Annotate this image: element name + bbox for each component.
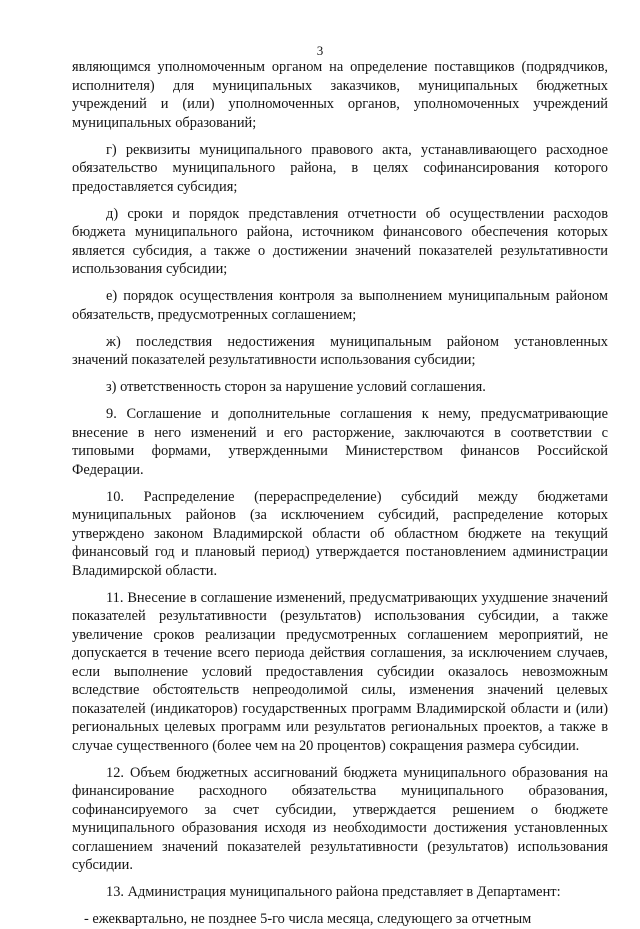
paragraph-continuation: являющимся уполномоченным органом на определение поставщиков (подрядчиков, исполнителя) для муниципальных заказчиков, муниципальных бюджетных учреждений и (или) уполномоченных органов, уполномоченных учреждений муниципальных образований; (72, 59, 608, 131)
paragraph-item-z: з) ответственность сторон за нарушение условий соглашения. (106, 379, 486, 395)
paragraph-13-list-item: - ежеквартально, не позднее 5-го числа месяца, следующего за отчетным (84, 911, 532, 927)
paragraph-item-e: е) порядок осуществления контроля за выполнением муниципальным районом обязательств, предусмотренных соглашением; (72, 288, 608, 323)
paragraph-9: 9. Соглашение и дополнительные соглашения к нему, предусматривающие внесение в него изменений и его расторжение, заключаются в соответствии с типовыми формами, утвержденными Министерством финансов Российской Федерации. (72, 406, 608, 478)
paragraph-item-d: д) сроки и порядок представления отчетности об осуществлении расходов бюджета муниципального района, источником финансового обеспечения которых является субсидия, а также о достижении значений показателей результативности использования субсидии; (72, 205, 608, 277)
paragraph-11: 11. Внесение в соглашение изменений, предусматривающих ухудшение значений показателей результативности (результатов) использования субсидии, а также увеличение сроков реализации предусмотренных соглашением мероприятий, не допускается в течение всего периода действия соглашения, за исключением случаев, если выполнение условий предоставления субсидии оказалось невозможным вследствие обстоятельств непреодолимой силы, изменения значений целевых показателей (индикаторов) государственных программ Владимирской области и (или) региональных целевых программ или результатов региональных проектов, а также в случае существенного (более чем на 20 процентов) сокращения размера субсидии. (72, 589, 608, 754)
paragraph-12: 12. Объем бюджетных ассигнований бюджета муниципального образования на финансирование расходного обязательства муниципального образования, софинансируемого за счет субсидии, утверждается решением о бюджете муниципального образования исходя из необходимости достижения установленных соглашением значений показателей результативности (результатов) использования субсидии. (72, 764, 608, 873)
document-body (72, 58, 608, 929)
paragraph-13: 13. Администрация муниципального района представляет в Департамент: (106, 884, 561, 900)
paragraph-10: 10. Распределение (перераспределение) субсидий между бюджетами муниципальных районов (за исключением субсидий, распределение которых утверждено законом Владимирской области об областном бюджете на текущий финансовый год и плановый период) утверждается постановлением администрации Владимирской области. (72, 488, 608, 579)
paragraph-item-g: г) реквизиты муниципального правового акта, устанавливающего расходное обязательство муниципального района, в целях софинансирования которого предоставляется субсидия; (72, 141, 608, 195)
page-number: 3 (316, 43, 324, 58)
paragraph-item-zh: ж) последствия недостижения муниципальным районом установленных значений показателей результативности использования субсидии; (72, 333, 608, 368)
